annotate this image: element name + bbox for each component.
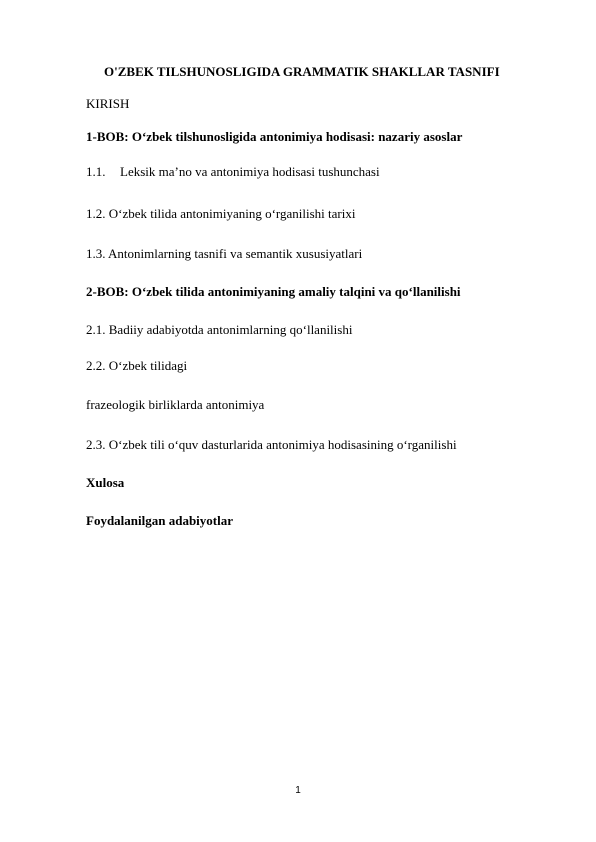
toc-item-1-3: 1.3. Antonimlarning tasnifi va semantik xususiyatlari <box>86 246 363 261</box>
toc-item-1-1 <box>86 164 380 180</box>
toc-chapter-2: 2-BOB: O‘zbek tilida antonimiyaning amaliy talqini va qo‘llanilishi <box>86 284 461 299</box>
toc-item-2-2-part1: 2.2. O‘zbek tilidagi <box>86 358 188 373</box>
toc-item-2-2-part2: frazeologik birliklarda antonimiya <box>86 397 265 412</box>
toc-item-1-1-number: 1.1. <box>86 164 106 179</box>
page-number: 1 <box>295 785 301 796</box>
toc-chapter-1: 1-BOB: O‘zbek tilshunosligida antonimiya hodisasi: nazariy asoslar <box>86 129 463 144</box>
toc-item-2-3: 2.3. O‘zbek tili o‘quv dasturlarida antonimiya hodisasining o‘rganilishi <box>86 437 457 452</box>
document-title: O'ZBEK TILSHUNOSLIGIDA GRAMMATIK SHAKLLAR TASNIFI <box>104 64 500 79</box>
toc-kirish: KIRISH <box>86 96 130 111</box>
toc-xulosa: Xulosa <box>86 475 125 490</box>
toc-item-1-1-text: Leksik ma’no va antonimiya hodisasi tushunchasi <box>120 164 380 179</box>
toc-item-2-1: 2.1. Badiiy adabiyotda antonimlarning qo‘llanilishi <box>86 322 353 337</box>
toc-adabiyotlar: Foydalanilgan adabiyotlar <box>86 513 233 528</box>
toc-item-1-2: 1.2. O‘zbek tilida antonimiyaning o‘rganilishi tarixi <box>86 206 356 221</box>
